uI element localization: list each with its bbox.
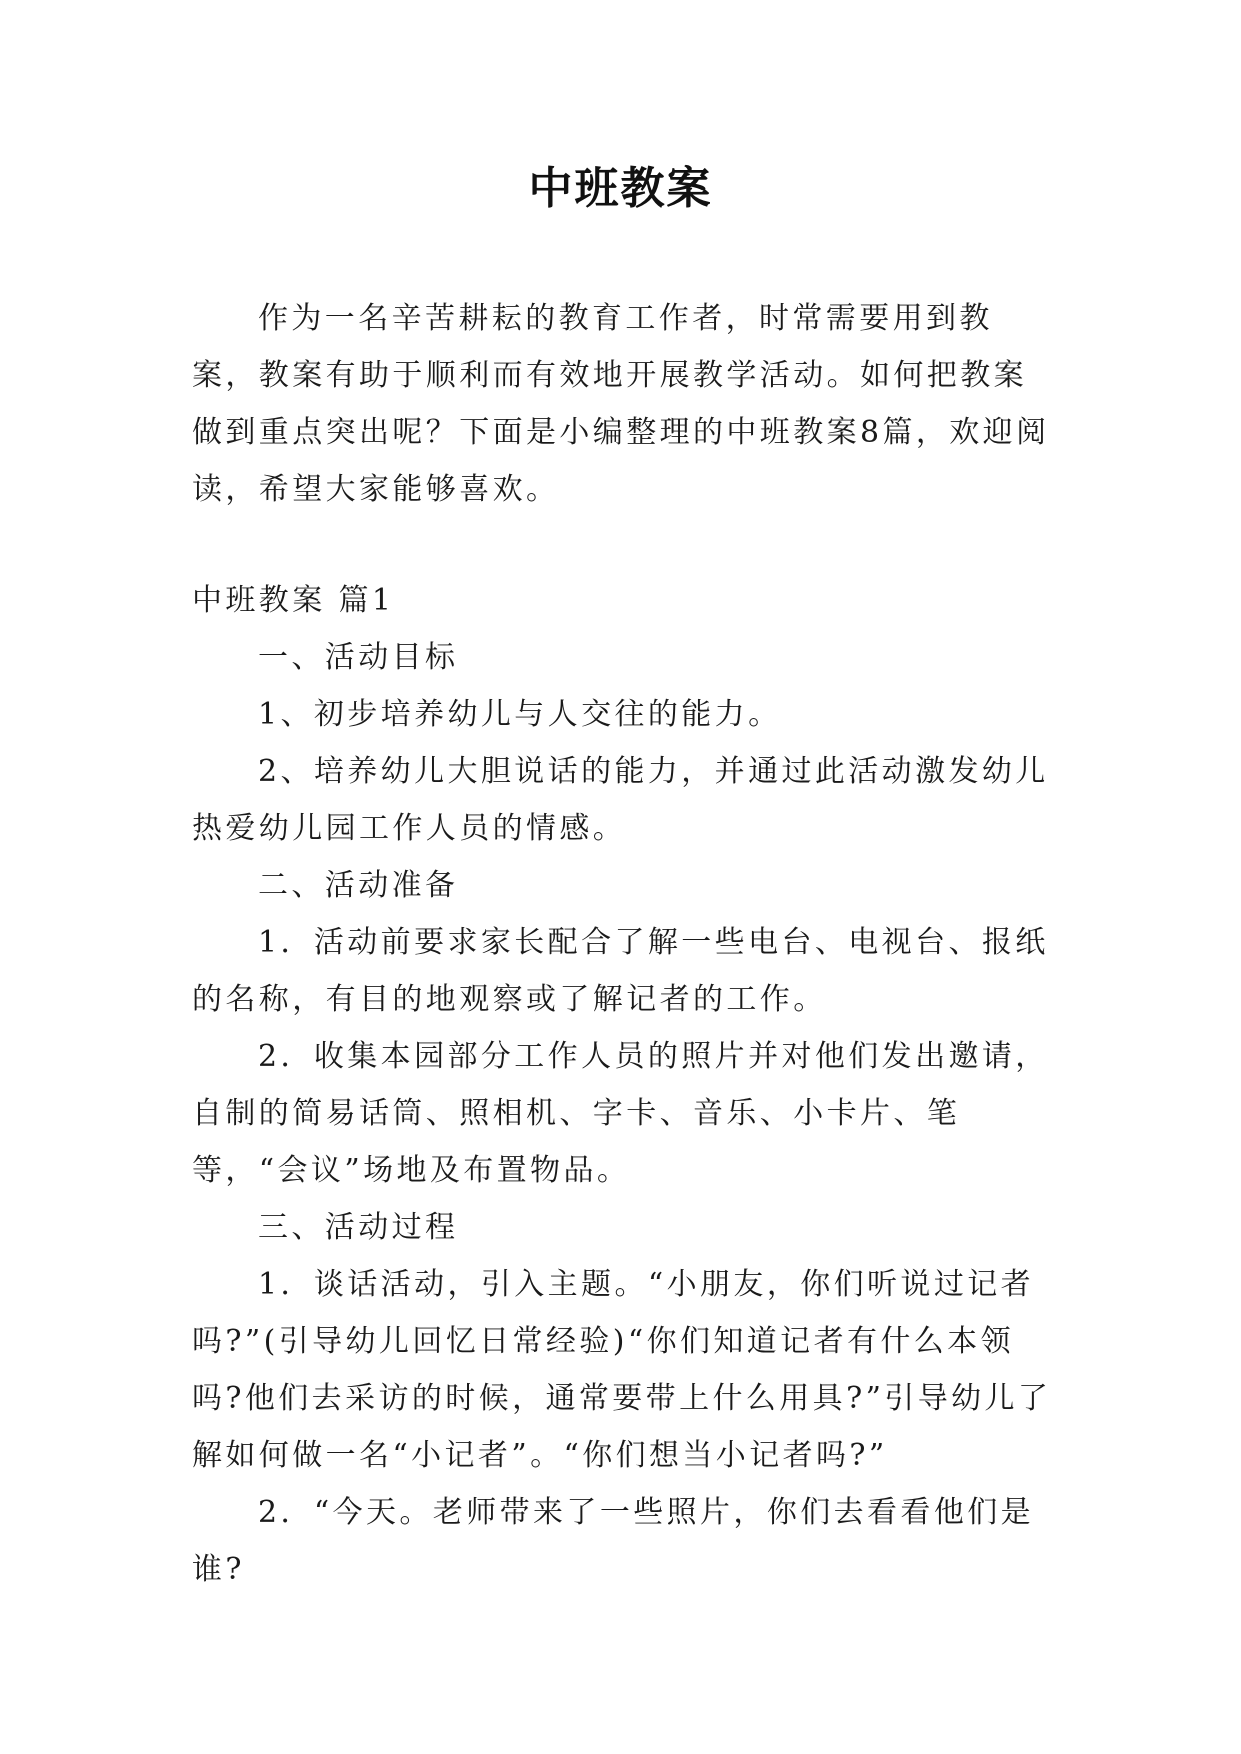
goal-item-2: 2、培养幼儿大胆说话的能力，并通过此活动激发幼儿热爱幼儿园工作人员的情感。 <box>192 754 1049 846</box>
section-heading: 中班教案 篇1 <box>192 583 395 618</box>
heading-activity-goals: 一、活动目标 <box>258 640 459 675</box>
process-item-2: 2．“今天。老师带来了一些照片，你们去看看他们是谁? <box>192 1495 1035 1587</box>
heading-activity-process: 三、活动过程 <box>258 1210 459 1245</box>
process-item-1: 1．谈话活动，引入主题。“小朋友，你们听说过记者吗?”(引导幼儿回忆日常经验)“你们知道记者有什么本领吗?他们去采访的时候，通常要带上什么用具?”引导幼儿了解如何做一名“小记者”。“你们想当小记者吗?” <box>192 1267 1052 1473</box>
goal-item-1: 1、初步培养幼儿与人交往的能力。 <box>258 697 782 732</box>
preparation-item-2: 2．收集本园部分工作人员的照片并对他们发出邀请，自制的简易话筒、照相机、字卡、音乐、小卡片、笔等，“会议”场地及布置物品。 <box>192 1039 1049 1188</box>
preparation-item-1: 1．活动前要求家长配合了解一些电台、电视台、报纸的名称，有目的地观察或了解记者的工作。 <box>192 925 1049 1017</box>
document-title: 中班教案 <box>528 163 713 214</box>
intro-paragraph: 作为一名辛苦耕耘的教育工作者，时常需要用到教案，教案有助于顺利而有效地开展教学活动。如何把教案做到重点突出呢？下面是小编整理的中班教案8篇，欢迎阅读，希望大家能够喜欢。 <box>192 301 1050 507</box>
section-content <box>192 572 1052 1598</box>
heading-activity-preparation: 二、活动准备 <box>258 868 459 903</box>
